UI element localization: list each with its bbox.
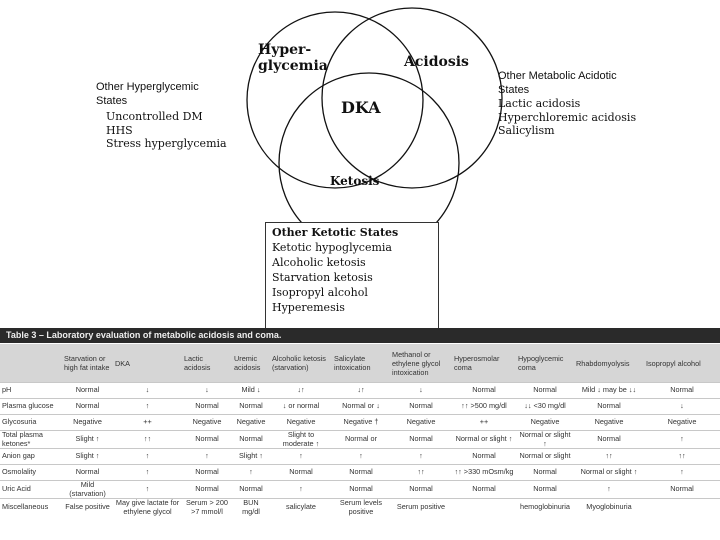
table-header-cell: Rhabdomyolysis [574, 344, 644, 383]
row-label: Uric Acid [0, 481, 62, 499]
table-cell: Myoglobinuria [574, 499, 644, 517]
table-row [0, 465, 720, 481]
table-cell: Normal [644, 383, 720, 399]
table-cell: ↓ [182, 383, 232, 399]
title-line: Other Hyperglycemic [96, 81, 199, 93]
list-item: Hyperemesis [272, 301, 345, 314]
table-cell: salicylate [270, 499, 332, 517]
table-cell: Normal or slight [516, 449, 574, 465]
table-cell: ↑ [390, 449, 452, 465]
table-row [0, 383, 720, 399]
table-cell: ↓ [390, 383, 452, 399]
table-cell: Negative † [332, 415, 390, 431]
table-cell: Normal [182, 465, 232, 481]
table-row [0, 481, 720, 499]
row-label: Anion gap [0, 449, 62, 465]
table-cell [644, 499, 720, 517]
table-header-cell: Lactic acidosis [182, 344, 232, 383]
table-cell: Normal [516, 481, 574, 499]
table-cell: ↑ [644, 465, 720, 481]
table-cell: ↓↑ [332, 383, 390, 399]
table-cell: ++ [452, 415, 516, 431]
table-cell: Normal [390, 399, 452, 415]
acidosis-label: Acidosis [404, 54, 469, 70]
table-cell: Normal [332, 481, 390, 499]
table-cell: ↓ [113, 383, 182, 399]
table-cell: Negative [644, 415, 720, 431]
table-header-cell: Hypoglycemic coma [516, 344, 574, 383]
table-cell: ↑ [113, 399, 182, 415]
table-row [0, 415, 720, 431]
table-row [0, 399, 720, 415]
table-cell: Negative [574, 415, 644, 431]
table-header-cell: Salicylate intoxication [332, 344, 390, 383]
table-cell: Normal [182, 399, 232, 415]
table-cell: Normal [390, 481, 452, 499]
table-cell: Normal [452, 449, 516, 465]
ketosis-label: Ketosis [330, 174, 380, 188]
table-cell: Normal [574, 399, 644, 415]
table-cell: Slight ↑ [62, 431, 113, 449]
hyperglycemia-circle [247, 12, 423, 188]
table-cell: ↓↑ [270, 383, 332, 399]
ketotic-states-box [265, 222, 439, 342]
table-header-cell: Methanol or ethylene glycol intoxication [390, 344, 452, 383]
hyperglycemic-states-title [96, 80, 227, 108]
row-label: Glycosuria [0, 415, 62, 431]
list-item: Isopropyl alcohol [272, 286, 368, 299]
table-cell: Normal [452, 481, 516, 499]
table-cell: Normal [62, 465, 113, 481]
table-cell: Normal [574, 431, 644, 449]
table-header-cell: Uremic acidosis [232, 344, 270, 383]
table-cell: Mild ↓ [232, 383, 270, 399]
table-cell: Slight ↑ [62, 449, 113, 465]
table-cell: Normal [232, 481, 270, 499]
table-cell: ↑↑ >500 mg/dl [452, 399, 516, 415]
table-row [0, 449, 720, 465]
ketotic-states-title: Other Ketotic States [272, 226, 399, 239]
list-item: Stress hyperglycemia [106, 137, 227, 150]
table-cell: BUN mg/dl [232, 499, 270, 517]
table-cell: Serum > 200 >7 mmol/l [182, 499, 232, 517]
table-cell: ↑ [332, 449, 390, 465]
table-cell: Normal [232, 431, 270, 449]
list-item: Lactic acidosis [498, 97, 581, 110]
table-cell: Normal [452, 383, 516, 399]
table-body [0, 383, 720, 517]
title-line: Other Metabolic Acidotic [498, 70, 617, 82]
table-cell: Negative [270, 415, 332, 431]
list-item: Starvation ketosis [272, 271, 373, 284]
table-cell: ↑↑ >330 mOsm/kg [452, 465, 516, 481]
table-cell: Negative [516, 415, 574, 431]
table-cell: ↑ [574, 481, 644, 499]
table-cell: Slight ↑ [232, 449, 270, 465]
table-cell: Normal or slight ↑ [516, 431, 574, 449]
table-cell: May give lactate for ethylene glycol [113, 499, 182, 517]
list-item: Ketotic hypoglycemia [272, 241, 392, 254]
table-cell: Normal or slight ↑ [574, 465, 644, 481]
table-cell: Mild (starvation) [62, 481, 113, 499]
row-label: Miscellaneous [0, 499, 62, 517]
table-cell: Slight to moderate ↑ [270, 431, 332, 449]
table-cell: Normal or slight ↑ [452, 431, 516, 449]
hyperglycemia-label-line: glycemia [258, 58, 328, 74]
table-cell: ↑ [113, 449, 182, 465]
table-cell: Normal [644, 481, 720, 499]
table-cell: Normal or ↓ [332, 399, 390, 415]
table-cell: ↑ [232, 465, 270, 481]
table-row [0, 499, 720, 517]
table-cell: ↑ [113, 481, 182, 499]
table-cell: ↓ [644, 399, 720, 415]
lab-evaluation-table-section [0, 328, 720, 540]
title-line: States [498, 84, 530, 96]
list-item: HHS [106, 123, 133, 137]
list-item: Hyperchloremic acidosis [498, 110, 637, 124]
table-header-cell: Alcoholic ketosis (starvation) [270, 344, 332, 383]
table-cell: Normal or [332, 431, 390, 449]
table-cell: Mild ↓ may be ↓↓ [574, 383, 644, 399]
table-header-blank [0, 344, 62, 383]
row-label: pH [0, 383, 62, 399]
table-cell: ↑ [182, 449, 232, 465]
table-cell: Normal [232, 399, 270, 415]
table-cell: Normal [516, 383, 574, 399]
table-cell: Normal [332, 465, 390, 481]
list-item: Salicylism [498, 124, 555, 137]
table-cell: ↑↑ [644, 449, 720, 465]
list-item: Alcoholic ketosis [272, 256, 366, 269]
hyperglycemic-states-list [96, 80, 227, 151]
table-cell: Normal [182, 481, 232, 499]
hyperglycemia-label [258, 42, 328, 74]
table-cell: Serum positive [390, 499, 452, 517]
table-cell: False positive [62, 499, 113, 517]
table-cell: Normal [270, 465, 332, 481]
table-title: Table 3 – Laboratory evaluation of metabolic acidosis and coma. [0, 328, 720, 343]
table-cell: Negative [390, 415, 452, 431]
table-header-cell: Starvation or high fat intake [62, 344, 113, 383]
table-header-cell: DKA [113, 344, 182, 383]
table-cell [452, 499, 516, 517]
metabolic-acidotic-states-list [498, 69, 636, 138]
table-cell: ↑ [644, 431, 720, 449]
table-cell: ↑↑ [390, 465, 452, 481]
table-cell: ↑ [113, 465, 182, 481]
list-item: Uncontrolled DM [106, 110, 203, 123]
row-label: Total plasma ketones* [0, 431, 62, 449]
table-cell: Normal [390, 431, 452, 449]
row-label: Plasma glucose [0, 399, 62, 415]
table-cell: ↑↑ [113, 431, 182, 449]
table-cell: Normal [182, 431, 232, 449]
table-cell: hemoglobinuria [516, 499, 574, 517]
table-cell: ↑ [270, 481, 332, 499]
dka-label: DKA [341, 98, 381, 117]
table-header-cell: Isopropyl alcohol [644, 344, 720, 383]
table-cell: ↓↓ <30 mg/dl [516, 399, 574, 415]
table-header-row [0, 344, 720, 383]
table-header-cell: Hyperosmolar coma [452, 344, 516, 383]
table-cell: ↑↑ [574, 449, 644, 465]
title-line: States [96, 95, 128, 107]
row-label: Osmolality [0, 465, 62, 481]
lab-evaluation-table [0, 344, 720, 516]
table-cell: Negative [62, 415, 113, 431]
table-cell: Serum levels positive [332, 499, 390, 517]
table-cell: Negative [232, 415, 270, 431]
table-cell: ↑ [270, 449, 332, 465]
table-cell: ↓ or normal [270, 399, 332, 415]
hyperglycemia-label-line: Hyper- [258, 42, 312, 58]
table-cell: Negative [182, 415, 232, 431]
table-cell: Normal [62, 399, 113, 415]
table-cell: Normal [62, 383, 113, 399]
table-row [0, 431, 720, 449]
table-cell: Normal [516, 465, 574, 481]
table-cell: ++ [113, 415, 182, 431]
metabolic-acidotic-states-title [498, 69, 636, 97]
